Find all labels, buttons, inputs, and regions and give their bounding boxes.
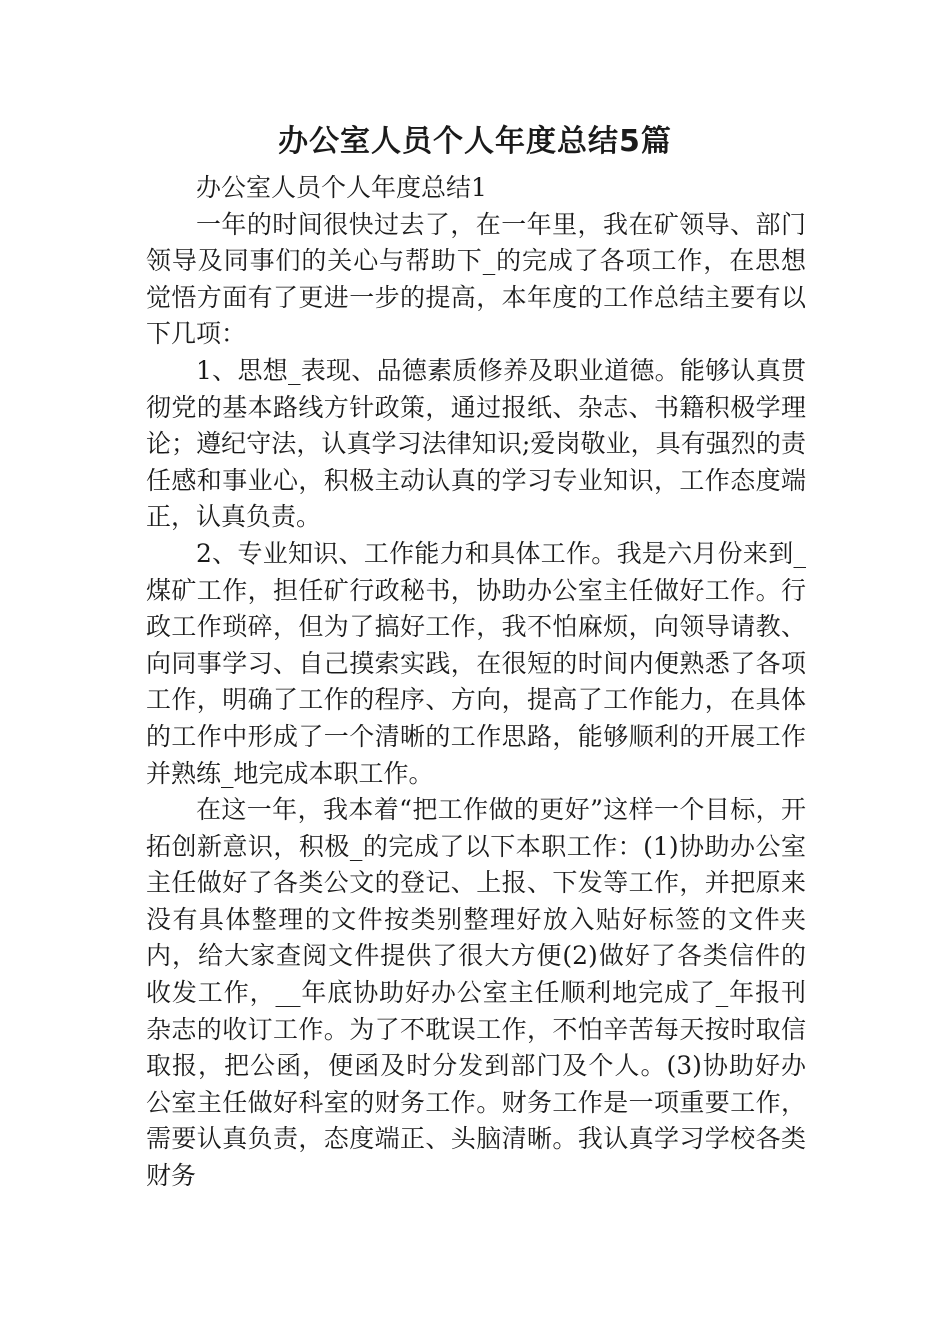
document-title: 办公室人员个人年度总结5篇	[278, 124, 672, 159]
paragraph-intro: 一年的时间很快过去了，在一年里，我在矿领导、部门领导及同事们的关心与帮助下_的完成了各项工作，在思想觉悟方面有了更进一步的提高，本年度的工作总结主要有以下几项：	[146, 209, 806, 349]
paragraph-item-2: 2、专业知识、工作能力和具体工作。我是六月份来到_煤矿工作，担任矿行政秘书，协助办公室主任做好工作。行政工作琐碎，但为了搞好工作，我不怕麻烦，向领导请教、向同事学习、自己摸索实践，在很短的时间内便熟悉了各项工作，明确了工作的程序、方向，提高了工作能力，在具体的工作中形成了一个清晰的工作思路，能够顺利的开展工作并熟练_地完成本职工作。	[146, 538, 806, 788]
paragraph-duties: 在这一年，我本着“把工作做的更好”这样一个目标，开拓创新意识，积极_的完成了以下本职工作：(1)协助办公室主任做好了各类公文的登记、上报、下发等工作，并把原来没有具体整理的文件按类别整理好放入贴好标签的文件夹内，给大家查阅文件提供了很大方便(2)做好了各类信件的收发工作，__年底协助好办公室主任顺利地完成了_年报刊杂志的收订工作。为了不耽误工作，不怕辛苦每天按时取信取报，把公函，便函及时分发到部门及个人。(3)协助好办公室主任做好科室的财务工作。财务工作是一项重要工作，需要认真负责，态度端正、头脑清晰。我认真学习学校各类财务	[146, 795, 806, 1191]
section-heading: 办公室人员个人年度总结1	[196, 173, 487, 202]
document-body	[146, 170, 806, 1195]
paragraph-item-1: 1、思想_表现、品德素质修养及职业道德。能够认真贯彻党的基本路线方针政策，通过报纸、杂志、书籍积极学理论；遵纪守法，认真学习法律知识;爱岗敬业，具有强烈的责任感和事业心，积极主动认真的学习专业知识，工作态度端正，认真负责。	[146, 355, 806, 532]
